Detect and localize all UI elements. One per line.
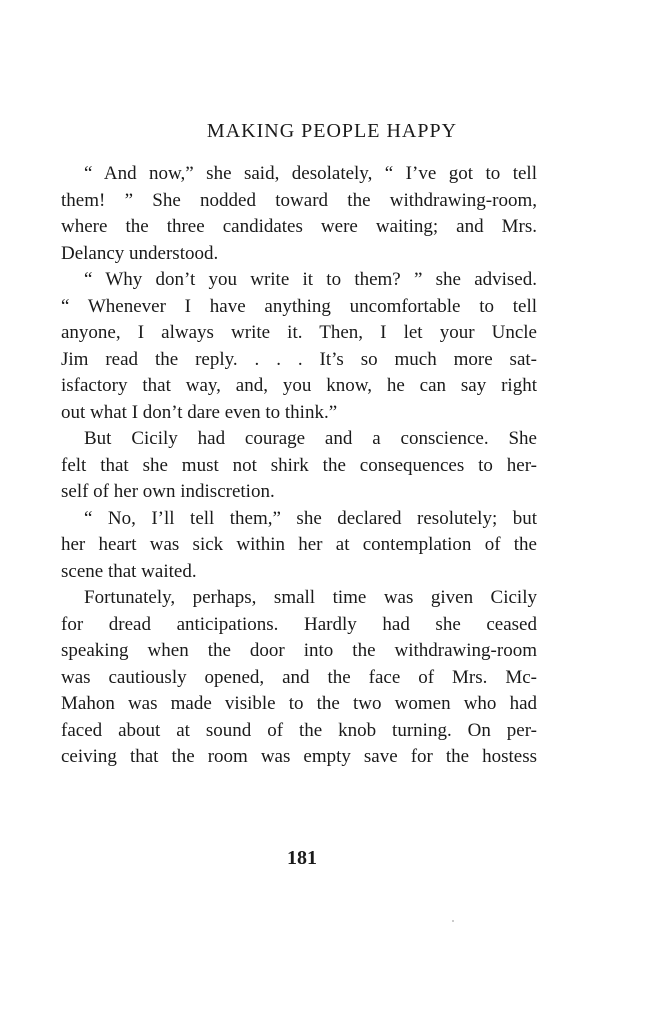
text-line: scene that waited.	[61, 560, 197, 582]
text-line: “ And now,” she said, desolately, “ I’ve got to tell	[84, 163, 537, 184]
text-line: was cautiously opened, and the face of Mrs. Mc-	[61, 666, 537, 688]
text-line: self of her own indiscretion.	[61, 481, 275, 502]
text-line: for dread anticipations. Hardly had she ceased	[61, 613, 537, 635]
paper-speck	[452, 920, 454, 922]
text-line: where the three candidates were waiting; and Mrs.	[61, 216, 537, 237]
text-line: them! ” She nodded toward the withdrawing-room,	[61, 189, 537, 211]
text-line: “ No, I’ll tell them,” she declared resolutely; but	[84, 507, 537, 529]
text-line: anyone, I always write it. Then, I let your Uncle	[61, 322, 537, 343]
text-line: out what I don’t dare even to think.”	[61, 401, 338, 423]
text-line: ceiving that the room was empty save for the hostess	[61, 746, 537, 767]
text-line: Jim read the reply. . . . It’s so much more sat-	[61, 348, 537, 370]
body-text	[61, 161, 537, 771]
text-line: Mahon was made visible to the two women who had	[61, 693, 537, 714]
text-line: her heart was sick within her at contemplation of the	[61, 534, 537, 555]
running-head: MAKING PEOPLE HAPPY	[206, 120, 458, 142]
text-line: speaking when the door into the withdrawing-room	[61, 640, 537, 661]
page-number: 181	[287, 847, 317, 869]
text-line: But Cicily had courage and a conscience. She	[84, 428, 537, 449]
text-line: felt that she must not shirk the consequences to her-	[61, 454, 537, 476]
text-line: “ Why don’t you write it to them? ” she advised.	[84, 269, 537, 290]
text-line: faced about at sound of the knob turning. On per-	[61, 719, 537, 741]
text-line: Fortunately, perhaps, small time was given Cicily	[84, 587, 537, 608]
text-line: Delancy understood.	[61, 242, 219, 264]
text-line: isfactory that way, and, you know, he can say right	[61, 375, 537, 396]
text-line: “ Whenever I have anything uncomfortable to tell	[61, 295, 537, 317]
